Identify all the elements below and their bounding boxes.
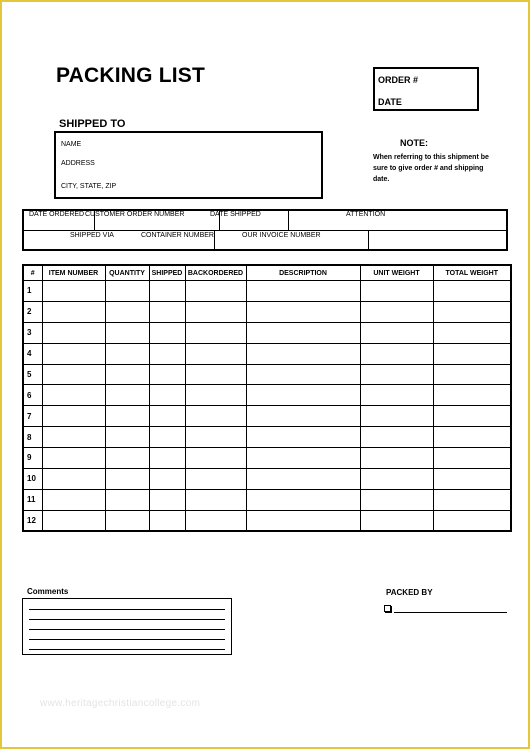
table-cell: [185, 489, 246, 510]
table-cell: [149, 301, 185, 322]
table-row: [23, 427, 511, 448]
table-cell: [149, 385, 185, 406]
table-cell: [433, 301, 511, 322]
table-cell: [360, 468, 433, 489]
table-cell: [360, 364, 433, 385]
page-title: PACKING LIST: [56, 64, 206, 87]
table-cell: [105, 343, 149, 364]
column-header-item-number: ITEM NUMBER: [42, 265, 105, 281]
table-row: [23, 301, 511, 322]
table-cell: [149, 448, 185, 469]
row-number: 7: [23, 406, 42, 427]
items-table-body: [23, 281, 511, 532]
table-cell: [185, 343, 246, 364]
row-number: 5: [23, 364, 42, 385]
table-cell: [42, 364, 105, 385]
table-cell: [42, 510, 105, 531]
table-cell: [246, 510, 360, 531]
table-cell: [360, 510, 433, 531]
row-number: 6: [23, 385, 42, 406]
table-cell: [42, 489, 105, 510]
info-divider: [288, 211, 289, 230]
table-cell: [360, 406, 433, 427]
table-cell: [42, 322, 105, 343]
table-cell: [149, 510, 185, 531]
table-cell: [185, 301, 246, 322]
table-cell: [42, 468, 105, 489]
table-cell: [149, 281, 185, 302]
table-cell: [42, 385, 105, 406]
table-cell: [360, 301, 433, 322]
table-cell: [149, 427, 185, 448]
table-cell: [360, 281, 433, 302]
table-cell: [42, 448, 105, 469]
table-cell: [105, 448, 149, 469]
table-cell: [149, 343, 185, 364]
table-cell: [360, 322, 433, 343]
items-table: [22, 264, 512, 532]
table-row: [23, 510, 511, 531]
column-header-total-weight: TOTAL WEIGHT: [433, 265, 511, 281]
table-cell: [433, 364, 511, 385]
table-cell: [246, 427, 360, 448]
comments-label: Comments: [27, 587, 69, 596]
table-cell: [105, 427, 149, 448]
table-cell: [105, 364, 149, 385]
order-date-label: DATE: [378, 97, 402, 107]
table-cell: [185, 427, 246, 448]
table-cell: [185, 281, 246, 302]
table-cell: [246, 322, 360, 343]
table-header-row: [23, 265, 511, 281]
table-cell: [105, 301, 149, 322]
packed-by-checkbox: [384, 605, 391, 612]
packed-by-label: PACKED BY: [386, 588, 433, 597]
table-row: [23, 489, 511, 510]
row-number: 1: [23, 281, 42, 302]
column-header-number: #: [23, 265, 42, 281]
table-cell: [360, 427, 433, 448]
row-number: 4: [23, 343, 42, 364]
row-number: 3: [23, 322, 42, 343]
table-cell: [433, 427, 511, 448]
table-cell: [360, 385, 433, 406]
row-number: 12: [23, 510, 42, 531]
table-row: [23, 385, 511, 406]
watermark-text: www.heritagechristiancollege.com: [40, 698, 201, 709]
table-cell: [42, 301, 105, 322]
table-cell: [105, 322, 149, 343]
table-cell: [105, 468, 149, 489]
table-cell: [185, 406, 246, 427]
column-header-shipped: SHIPPED: [149, 265, 185, 281]
row-number: 11: [23, 489, 42, 510]
table-cell: [42, 281, 105, 302]
table-cell: [149, 406, 185, 427]
table-cell: [246, 364, 360, 385]
date-ordered-label: DATE ORDERED: [29, 211, 85, 218]
container-number-label: CONTAINER NUMBER: [141, 232, 214, 239]
table-cell: [246, 385, 360, 406]
table-cell: [185, 448, 246, 469]
packed-by-signature-line: [394, 612, 507, 613]
table-cell: [185, 322, 246, 343]
table-cell: [433, 510, 511, 531]
table-cell: [433, 468, 511, 489]
comments-box: [22, 598, 232, 655]
column-header-quantity: QUANTITY: [105, 265, 149, 281]
table-row: [23, 468, 511, 489]
table-cell: [360, 489, 433, 510]
table-cell: [42, 427, 105, 448]
table-row: [23, 448, 511, 469]
comment-line: [29, 609, 225, 610]
comment-line: [29, 649, 225, 650]
table-cell: [360, 448, 433, 469]
column-header-description: DESCRIPTION: [246, 265, 360, 281]
name-field-label: NAME: [61, 141, 82, 148]
table-cell: [105, 281, 149, 302]
note-heading: NOTE:: [400, 138, 428, 148]
row-number: 8: [23, 427, 42, 448]
info-row-divider: [24, 230, 506, 231]
table-cell: [246, 448, 360, 469]
column-header-backordered: BACKORDERED: [185, 265, 246, 281]
table-cell: [185, 364, 246, 385]
table-cell: [105, 406, 149, 427]
row-number: 2: [23, 301, 42, 322]
note-text: When referring to this shipment be sure to give order # and shipping date.: [373, 154, 489, 183]
table-cell: [149, 468, 185, 489]
address-field-label: ADDRESS: [61, 160, 95, 167]
table-cell: [185, 510, 246, 531]
table-cell: [246, 343, 360, 364]
table-cell: [42, 343, 105, 364]
attention-label: ATTENTION: [346, 211, 386, 218]
column-header-unit-weight: UNIT WEIGHT: [360, 265, 433, 281]
invoice-number-label: OUR INVOICE NUMBER: [242, 232, 321, 239]
table-cell: [185, 385, 246, 406]
table-cell: [42, 406, 105, 427]
row-number: 9: [23, 448, 42, 469]
table-cell: [105, 385, 149, 406]
shipped-to-box: [54, 131, 323, 199]
table-cell: [246, 301, 360, 322]
table-cell: [246, 406, 360, 427]
comment-line: [29, 639, 225, 640]
table-row: [23, 364, 511, 385]
table-cell: [360, 343, 433, 364]
table-cell: [149, 322, 185, 343]
table-cell: [246, 281, 360, 302]
table-cell: [105, 510, 149, 531]
table-cell: [433, 448, 511, 469]
table-cell: [246, 489, 360, 510]
table-cell: [185, 468, 246, 489]
table-row: [23, 406, 511, 427]
shipped-to-heading: SHIPPED TO: [59, 118, 126, 130]
info-divider: [368, 230, 369, 249]
table-cell: [246, 468, 360, 489]
info-divider: [214, 230, 215, 249]
order-box: [373, 67, 479, 111]
table-cell: [433, 343, 511, 364]
shipping-info-box: [22, 209, 508, 251]
shipped-via-label: SHIPPED VIA: [70, 232, 114, 239]
table-cell: [149, 364, 185, 385]
table-cell: [433, 489, 511, 510]
table-cell: [433, 281, 511, 302]
table-cell: [433, 322, 511, 343]
comment-line: [29, 619, 225, 620]
customer-order-number-label: CUSTOMER ORDER NUMBER: [85, 211, 185, 218]
table-row: [23, 281, 511, 302]
date-shipped-label: DATE SHIPPED: [210, 211, 261, 218]
table-cell: [149, 489, 185, 510]
order-number-label: ORDER #: [378, 75, 419, 85]
table-row: [23, 322, 511, 343]
table-cell: [433, 385, 511, 406]
table-cell: [433, 406, 511, 427]
table-row: [23, 343, 511, 364]
city-field-label: CITY, STATE, ZIP: [61, 183, 117, 190]
table-cell: [105, 489, 149, 510]
row-number: 10: [23, 468, 42, 489]
comment-line: [29, 629, 225, 630]
